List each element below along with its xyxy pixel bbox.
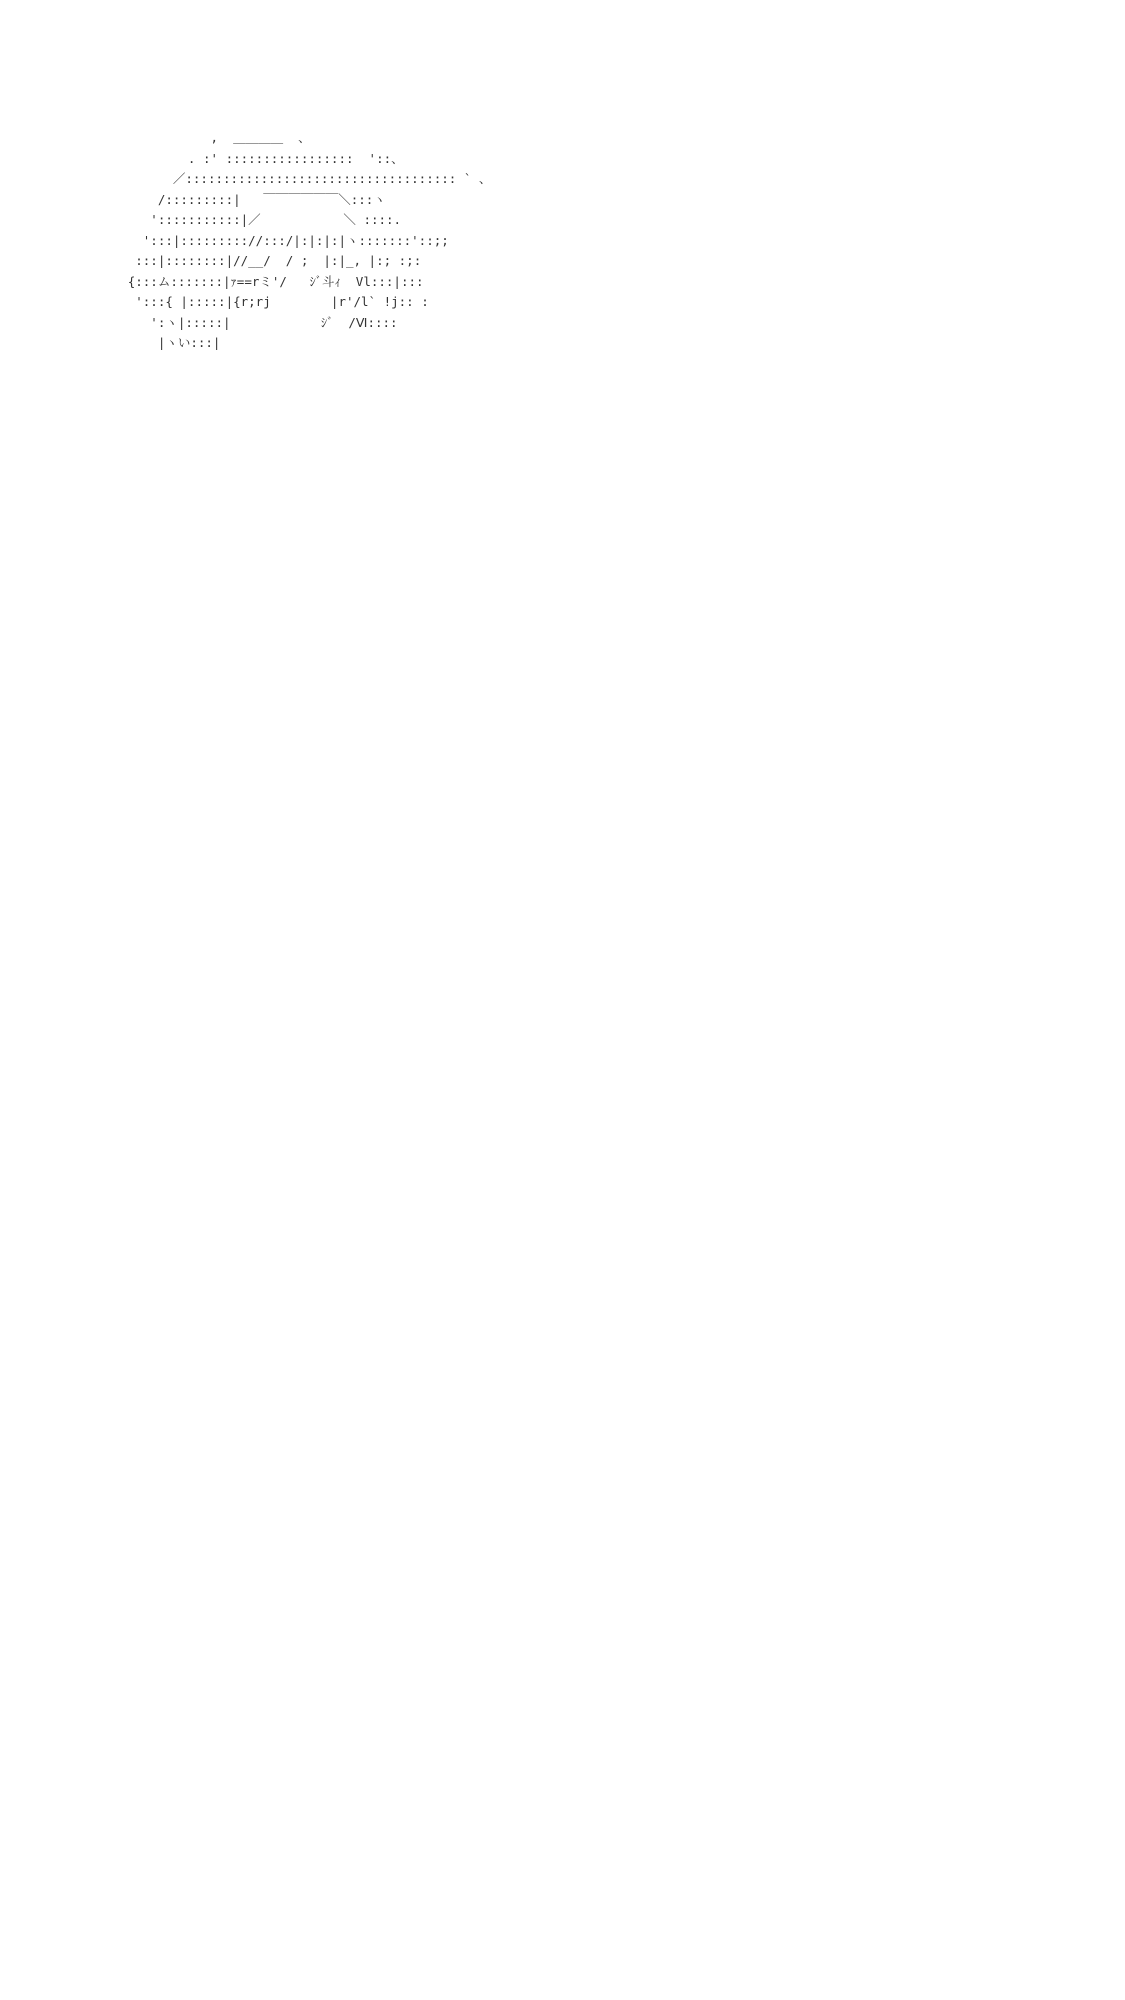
ascii-art-woman: , ＿＿＿＿ 、 . :' ::::::::::::::::: '::、 ／:::::::::::::::::::::::::::::::::::: ` 、 /:::::::::| ￣￣￣￣￣￣＼:::ヽ ':::::::::::|／ ＼ ::::. ':::|::::::::://:::/|:|:|:|ヽ:::::::'::;; :::|::::::::|//__/ / ; |:|_, |:; :;: {:::ム:::::::|ｧ==rミ'/ ｼﾞ斗ｨ Vl:::|::: ':::{ |:::::|{r;rj |r'/l` !j:: : ':ヽ|:::::| ｼﾞ /Ⅵ:::: |ヽい:::|	[127, 130, 492, 350]
